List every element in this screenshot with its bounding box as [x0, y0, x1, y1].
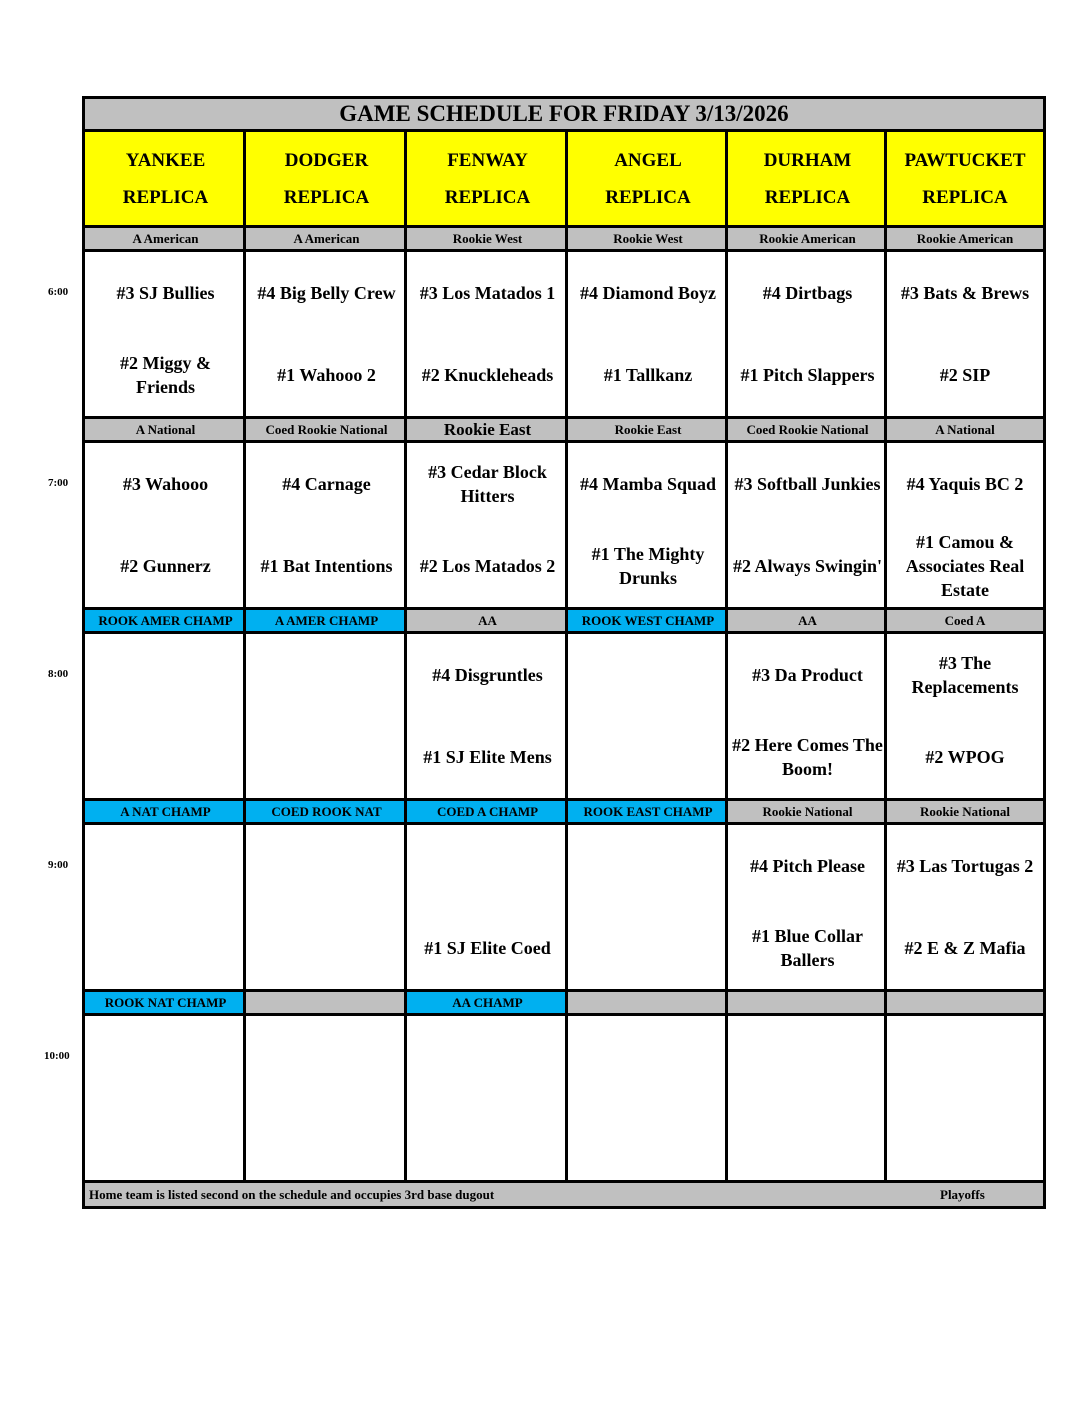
- division-label: A NAT CHAMP: [85, 801, 246, 822]
- field-header-yankee: [85, 132, 246, 225]
- visiting-team: [728, 1016, 887, 1098]
- field-header-row: [85, 132, 1043, 228]
- game-cell: [407, 252, 568, 416]
- game-cell: [568, 634, 728, 798]
- home-team: [887, 1098, 1043, 1180]
- division-label: AA CHAMP: [407, 992, 568, 1013]
- visiting-team: #4 Mamba Squad: [579, 474, 717, 494]
- field-name: DURHAM: [763, 149, 852, 171]
- schedule-table: [82, 96, 1046, 1209]
- division-label: COED ROOK NAT: [246, 801, 407, 822]
- visiting-team: #4 Big Belly Crew: [257, 283, 396, 303]
- division-label: A National: [85, 419, 246, 440]
- field-sub: REPLICA: [444, 186, 531, 208]
- time-label: 10:00: [44, 1050, 70, 1062]
- home-team: [568, 716, 728, 798]
- visiting-team: [85, 825, 246, 907]
- visiting-team: [246, 1016, 407, 1098]
- game-cell: [887, 443, 1043, 607]
- field-name: YANKEE: [125, 149, 206, 171]
- division-label: Rookie National: [887, 801, 1043, 822]
- game-cell: [407, 443, 568, 607]
- time-slot-row: [85, 1016, 1043, 1183]
- home-team: [407, 1098, 568, 1180]
- schedule-title: GAME SCHEDULE FOR FRIDAY 3/13/2026: [85, 99, 1043, 132]
- home-team: #2 Here Comes The Boom!: [732, 735, 883, 779]
- division-label: [246, 992, 407, 1013]
- field-sub: REPLICA: [283, 186, 370, 208]
- time-slot-row: [85, 634, 1043, 801]
- visiting-team: #3 Los Matados 1: [419, 283, 556, 303]
- home-team: [246, 716, 407, 798]
- field-header-durham: [728, 132, 887, 225]
- game-cell: [568, 252, 728, 416]
- division-label: Rookie American: [887, 228, 1043, 249]
- home-team: #1 Tallkanz: [603, 365, 693, 385]
- footer-note: Home team is listed second on the schedule and occupies 3rd base dugout: [89, 1186, 495, 1202]
- game-cell: [246, 443, 407, 607]
- visiting-team: [246, 634, 407, 716]
- game-cell: [728, 634, 887, 798]
- game-cell: [85, 443, 246, 607]
- home-team: #1 Pitch Slappers: [740, 365, 875, 385]
- time-slot-row: [85, 825, 1043, 992]
- game-cell: [568, 443, 728, 607]
- division-label: ROOK EAST CHAMP: [568, 801, 728, 822]
- visiting-team: #4 Diamond Boyz: [579, 283, 716, 303]
- visiting-team: #3 Bats & Brews: [900, 283, 1030, 303]
- game-cell: [887, 252, 1043, 416]
- home-team: [85, 716, 246, 798]
- visiting-team: [568, 825, 728, 907]
- division-row: [85, 992, 1043, 1016]
- home-team: #2 E & Z Mafia: [904, 938, 1026, 958]
- game-cell: [568, 1016, 728, 1180]
- division-label: ROOK NAT CHAMP: [85, 992, 246, 1013]
- time-label: 9:00: [48, 859, 69, 871]
- visiting-team: #3 Cedar Block Hitters: [428, 462, 547, 506]
- home-team: #2 Always Swingin': [732, 556, 883, 576]
- field-name: DODGER: [284, 149, 369, 171]
- visiting-team: [407, 825, 568, 907]
- home-team: [246, 1098, 407, 1180]
- division-label: Coed Rookie National: [728, 419, 887, 440]
- division-label: ROOK AMER CHAMP: [85, 610, 246, 631]
- field-sub: REPLICA: [605, 186, 691, 208]
- visiting-team: #3 Softball Junkies: [734, 474, 881, 494]
- home-team: #1 SJ Elite Mens: [423, 747, 552, 767]
- division-label: A AMER CHAMP: [246, 610, 407, 631]
- game-cell: [728, 825, 887, 989]
- division-label: [728, 992, 887, 1013]
- column-divider: [404, 132, 407, 1183]
- division-label: A National: [887, 419, 1043, 440]
- home-team: [85, 907, 246, 989]
- game-cell: [407, 1016, 568, 1180]
- game-cell: [887, 1016, 1043, 1180]
- home-team: #1 Camou & Associates Real Estate: [905, 532, 1025, 600]
- visiting-team: [568, 1016, 728, 1098]
- field-header-dodger: [246, 132, 407, 225]
- game-cell: [85, 634, 246, 798]
- field-name: PAWTUCKET: [904, 149, 1026, 171]
- visiting-team: #3 The Replacements: [911, 653, 1019, 697]
- home-team: #1 SJ Elite Coed: [424, 938, 551, 958]
- field-sub: REPLICA: [122, 186, 209, 208]
- home-team: #2 Los Matados 2: [419, 556, 556, 576]
- home-team: [246, 907, 407, 989]
- home-team: [568, 1098, 728, 1180]
- visiting-team: #3 Las Tortugas 2: [896, 856, 1034, 876]
- visiting-team: #4 Disgruntles: [432, 665, 543, 685]
- home-team: #1 The Mighty Drunks: [591, 544, 705, 588]
- field-sub: REPLICA: [922, 186, 1008, 208]
- game-cell: [407, 825, 568, 989]
- visiting-team: #4 Dirtbags: [762, 283, 853, 303]
- division-label: Rookie East: [568, 419, 728, 440]
- division-label: [568, 992, 728, 1013]
- visiting-team: #4 Yaquis BC 2: [906, 474, 1024, 494]
- field-header-angel: [568, 132, 728, 225]
- visiting-team: [887, 1016, 1043, 1098]
- home-team: [85, 1098, 246, 1180]
- division-row: [85, 610, 1043, 634]
- home-team: [568, 907, 728, 989]
- division-label: Rookie West: [407, 228, 568, 249]
- column-divider: [565, 132, 568, 1183]
- game-cell: [887, 825, 1043, 989]
- game-cell: [85, 1016, 246, 1180]
- visiting-team: [568, 634, 728, 716]
- home-team: #2 Knuckleheads: [421, 365, 554, 385]
- time-slot-row: [85, 252, 1043, 419]
- time-slot-row: [85, 443, 1043, 610]
- division-label: Rookie National: [728, 801, 887, 822]
- visiting-team: [407, 1016, 568, 1098]
- column-divider: [725, 132, 728, 1183]
- division-row: [85, 801, 1043, 825]
- column-divider: [243, 132, 246, 1183]
- field-sub: REPLICA: [764, 186, 851, 208]
- division-label: AA: [407, 610, 568, 631]
- visiting-team: [85, 634, 246, 716]
- division-label: COED A CHAMP: [407, 801, 568, 822]
- footer-row: [85, 1183, 1043, 1206]
- home-team: #1 Blue Collar Ballers: [752, 926, 863, 970]
- visiting-team: #4 Pitch Please: [750, 856, 865, 876]
- home-team: #2 Miggy & Friends: [120, 353, 211, 397]
- home-team: #2 SIP: [939, 365, 991, 385]
- division-label: Coed A: [887, 610, 1043, 631]
- column-divider: [884, 132, 887, 1183]
- game-cell: [407, 634, 568, 798]
- home-team: #2 Gunnerz: [120, 556, 211, 576]
- division-label: [887, 992, 1043, 1013]
- division-label: ROOK WEST CHAMP: [568, 610, 728, 631]
- division-label: A American: [246, 228, 407, 249]
- game-cell: [246, 634, 407, 798]
- field-header-fenway: [407, 132, 568, 225]
- game-cell: [246, 252, 407, 416]
- game-cell: [728, 252, 887, 416]
- time-label: 7:00: [48, 477, 69, 489]
- field-header-pawtucket: [887, 132, 1043, 225]
- game-cell: [85, 252, 246, 416]
- division-row: [85, 228, 1043, 252]
- game-cell: [85, 825, 246, 989]
- division-label: Rookie American: [728, 228, 887, 249]
- home-team: [728, 1098, 887, 1180]
- visiting-team: #3 Da Product: [752, 665, 863, 685]
- home-team: #2 WPOG: [925, 747, 1005, 767]
- division-label: Rookie East: [407, 419, 568, 440]
- visiting-team: #4 Carnage: [282, 474, 371, 494]
- time-label: 6:00: [48, 286, 69, 298]
- visiting-team: #3 Wahooo: [122, 474, 209, 494]
- home-team: #1 Bat Intentions: [260, 556, 393, 576]
- field-name: FENWAY: [447, 149, 528, 171]
- game-cell: [887, 634, 1043, 798]
- division-label: A American: [85, 228, 246, 249]
- game-cell: [568, 825, 728, 989]
- visiting-team: [85, 1016, 246, 1098]
- division-label: AA: [728, 610, 887, 631]
- field-name: ANGEL: [614, 149, 682, 171]
- visiting-team: #3 SJ Bullies: [116, 283, 215, 303]
- visiting-team: [246, 825, 407, 907]
- division-row: [85, 419, 1043, 443]
- game-cell: [246, 825, 407, 989]
- time-label: 8:00: [48, 668, 69, 680]
- game-cell: [246, 1016, 407, 1180]
- division-label: Rookie West: [568, 228, 728, 249]
- footer-playoffs: Playoffs: [940, 1186, 985, 1202]
- division-label: Coed Rookie National: [246, 419, 407, 440]
- game-cell: [728, 1016, 887, 1180]
- home-team: #1 Wahooo 2: [277, 365, 376, 385]
- game-cell: [728, 443, 887, 607]
